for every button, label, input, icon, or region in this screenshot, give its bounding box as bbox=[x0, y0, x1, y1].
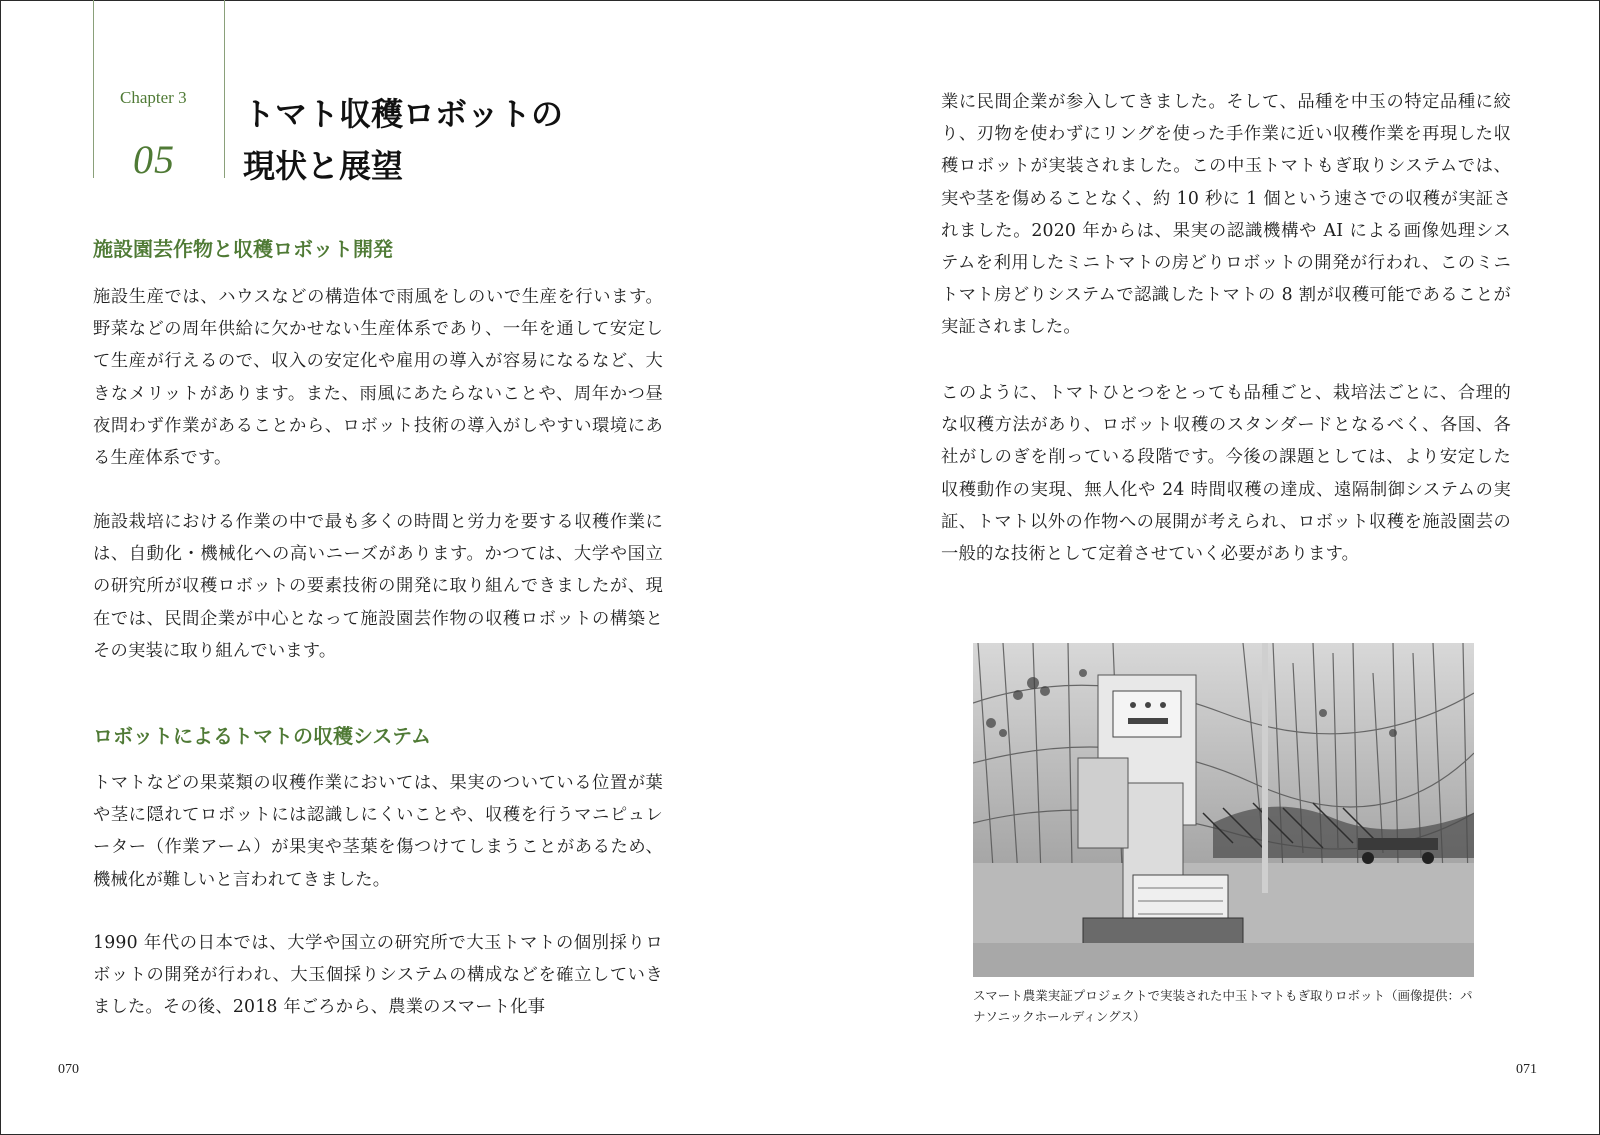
robot-photo-image bbox=[973, 643, 1474, 977]
title-line-2: 現状と展望 bbox=[243, 147, 404, 185]
chapter-label: Chapter 3 bbox=[120, 88, 187, 107]
page-number-left: 070 bbox=[58, 1062, 79, 1077]
page-number-right: 071 bbox=[1516, 1062, 1537, 1077]
page-title bbox=[243, 88, 563, 192]
section-heading-2: ロボットによるトマトの収穫システム bbox=[93, 724, 431, 748]
photo-caption: スマート農業実証プロジェクトで実装された中玉トマトもぎ取りロボット（画像提供：パナソニックホールディングス） bbox=[973, 988, 1473, 1024]
left-paragraph-3: トマトなどの果菜類の収穫作業においては、果実のついている位置が葉や茎に隠れてロボットには認識しにくいことや、収穫を行うマニピュレーター（作業アーム）が果実や茎葉を傷つけてしまうことがあるため、機械化が難しいと言われてきました。 bbox=[93, 773, 663, 890]
right-paragraph-1: 業に民間企業が参入してきました。そして、品種を中玉の特定品種に絞り、刃物を使わずにリングを使った手作業に近い収穫作業を再現した収穫ロボットが実装されました。この中玉トマトもぎ取りシステムでは、実や茎を傷めることなく、約 10 秒に 1 個という速さでの収穫が実証されました。2020 年からは、果実の認識機構や AI による画像処理システムを利用したミニトマトの房どりロボットの開発が行われ、このミニトマト房どりシステムで認識したトマトの 8 割が収穫可能であることが実証されました。 bbox=[941, 92, 1511, 338]
right-paragraph-2: このように、トマトひとつをとっても品種ごと、栽培法ごとに、合理的な収穫方法があり、ロボット収穫のスタンダードとなるべく、各国、各社がしのぎを削っている段階です。今後の課題としては、より安定した収穫動作の実現、無人化や 24 時間収穫の達成、遠隔制御システムの実証、トマト以外の作物への展開が考えられ、ロボット収穫を施設園芸の一般的な技術として定着させていく必要があります。 bbox=[941, 383, 1511, 565]
header-rule-left bbox=[93, 0, 94, 178]
header-rule-right bbox=[224, 0, 225, 178]
section-number: 05 bbox=[133, 137, 175, 182]
robot-photo bbox=[973, 643, 1474, 977]
left-paragraph-1: 施設生産では、ハウスなどの構造体で雨風をしのいで生産を行います。野菜などの周年供給に欠かせない生産体系であり、一年を通して安定して生産が行えるので、収入の安定化や雇用の導入が容易になるなど、大きなメリットがあります。また、雨風にあたらないことや、周年かつ昼夜問わず作業があることから、ロボット技術の導入がしやすい環境にある生産体系です。 bbox=[93, 287, 663, 469]
left-paragraph-2: 施設栽培における作業の中で最も多くの時間と労力を要する収穫作業には、自動化・機械化への高いニーズがあります。かつては、大学や国立の研究所が収穫ロボットの要素技術の開発に取り組んできましたが、現在では、民間企業が中心となって施設園芸作物の収穫ロボットの構築とその実装に取り組んでいます。 bbox=[93, 512, 663, 661]
title-line-1: トマト収穫ロボットの bbox=[243, 95, 564, 133]
left-paragraph-4: 1990 年代の日本では、大学や国立の研究所で大玉トマトの個別採りロボットの開発が行われ、大玉個採りシステムの構成などを確立していきました。その後、2018 年ごろから、農業のスマート化事 bbox=[93, 933, 663, 1018]
section-heading-1: 施設園芸作物と収穫ロボット開発 bbox=[93, 237, 393, 261]
